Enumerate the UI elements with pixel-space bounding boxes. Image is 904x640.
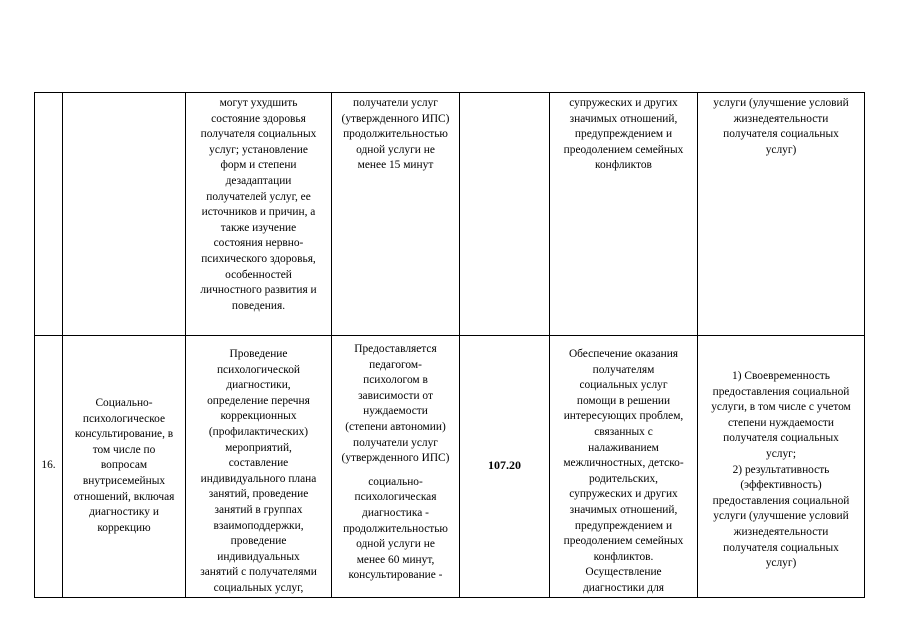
price-value: 107.20	[488, 457, 521, 472]
cell-service-name	[63, 336, 186, 598]
text-line: (утвержденного ИПС)	[341, 112, 450, 125]
text-line: преодолением семейных	[563, 535, 684, 548]
text-line: преодолением семейных	[563, 143, 684, 156]
text-line: получателя социальных	[200, 128, 317, 141]
text-line: услуги, в том числе с учетом	[711, 401, 851, 414]
text-line: степени нуждаемости	[727, 416, 834, 429]
text-line: внутрисемейных	[82, 475, 166, 488]
text-line: получателей услуг, ее	[206, 190, 311, 203]
text-line: услуг;	[766, 447, 796, 460]
text-line: том числе по	[92, 443, 156, 456]
cell-number	[35, 336, 63, 598]
text-line: социально-	[368, 475, 423, 488]
text-line: консультирование -	[348, 569, 443, 582]
text-line: менее 60 минут,	[356, 553, 435, 566]
text-line: услуг)	[765, 557, 797, 570]
text-line: особенностей	[225, 268, 292, 281]
terms-text	[332, 93, 459, 174]
text-line: менее 15 минут	[357, 159, 434, 172]
text-line: мероприятий,	[225, 441, 292, 454]
text-line: занятий с получателями	[200, 566, 317, 579]
text-line: жизнедеятельности	[733, 112, 829, 125]
text-line: услуги (улучшение условий	[713, 97, 849, 109]
text-line: предупреждением и	[574, 128, 673, 141]
text-line: поведения.	[231, 299, 286, 312]
text-line: налаживанием	[588, 441, 659, 454]
text-line: 1) Своевременность	[732, 370, 830, 382]
text-line: проведение	[230, 535, 287, 548]
cell-price	[460, 93, 550, 336]
text-line: получателя социальных	[723, 128, 839, 141]
text-line: определение перечня	[207, 394, 310, 407]
text-line: индивидуальных	[217, 550, 300, 563]
text-line: коррекцию	[97, 521, 151, 534]
text-line: одной услуги не	[356, 538, 435, 551]
text-line: значимых отношений,	[569, 503, 678, 516]
text-line: получателям	[592, 363, 655, 376]
text-line: отношений, включая	[73, 490, 175, 503]
text-line: Проведение	[229, 348, 288, 360]
text-line: получатели услуг	[353, 97, 438, 109]
row-number: 16.	[41, 459, 56, 472]
text-line: значимых отношений,	[569, 112, 678, 125]
text-line: продолжительностью	[343, 522, 448, 535]
terms-text-a	[332, 336, 459, 467]
description-text	[186, 93, 331, 314]
text-line: педагогом-	[369, 358, 422, 371]
text-line: психического здоровья,	[201, 252, 316, 265]
text-line: консультирование, в	[74, 428, 174, 441]
text-line: дезадаптации	[225, 174, 292, 187]
text-line: диагностика -	[362, 506, 429, 519]
text-line: 2) результативность	[732, 463, 830, 476]
text-line: услуги (улучшение условий	[713, 510, 849, 523]
text-line: занятий в группах	[214, 503, 303, 516]
table-row-continued	[35, 93, 865, 336]
text-line: получателя социальных	[723, 432, 839, 445]
indicators-text	[550, 336, 697, 597]
text-line: одной услуги не	[356, 143, 435, 156]
cell-description	[186, 93, 332, 336]
text-line: (степени автономии)	[345, 420, 446, 433]
text-line: получателя социальных	[723, 541, 839, 554]
text-line: Обеспечение оказания	[568, 348, 679, 360]
text-line: психологическое	[82, 412, 166, 425]
text-line: супружеских и других	[569, 97, 678, 109]
text-line: нуждаемости	[363, 405, 428, 418]
text-line: также изучение	[220, 221, 297, 234]
text-line: родительских,	[588, 472, 659, 485]
services-table	[34, 92, 865, 598]
text-line: помощи в решении	[576, 394, 671, 407]
text-line: интересующих проблем,	[563, 410, 684, 423]
text-line: диагностику и	[89, 506, 159, 519]
terms-text-b	[332, 475, 459, 584]
text-line: состояния нервно-	[213, 237, 304, 250]
cell-indicators	[550, 93, 698, 336]
text-line: конфликтов	[595, 159, 652, 172]
cell-description	[186, 336, 332, 598]
text-line: психологическая	[354, 491, 437, 504]
text-line: психологом в	[363, 374, 428, 387]
text-line: супружеских и других	[569, 488, 678, 501]
description-text	[186, 336, 331, 597]
cell-service-name	[63, 93, 186, 336]
text-line: Социально-	[95, 397, 153, 410]
text-line: (эффективность)	[740, 479, 822, 492]
cell-indicators	[550, 336, 698, 598]
text-line: вопросам	[100, 459, 148, 472]
text-line: состояние здоровья	[211, 112, 306, 125]
text-line: получатели услуг	[353, 436, 438, 449]
text-line: связанных с	[594, 425, 653, 438]
text-line: диагностики,	[226, 379, 291, 392]
text-line: Осуществление	[585, 566, 662, 579]
text-line: (профилактических)	[208, 425, 309, 438]
text-line: продолжительностью	[343, 128, 448, 141]
text-line: личностного развития и	[200, 284, 317, 297]
text-line: индивидуального плана	[200, 472, 317, 485]
text-line: межличностных, детско-	[563, 457, 684, 470]
text-line: предоставления социальной	[712, 494, 850, 507]
cell-number	[35, 93, 63, 336]
text-line: диагностики для	[582, 581, 665, 594]
indicators-text	[550, 93, 697, 174]
text-line: услуг)	[765, 143, 797, 156]
service-name-text	[63, 396, 185, 536]
text-line: составление	[228, 457, 289, 470]
text-line: социальных услуг	[579, 379, 668, 392]
text-line: конфликтов.	[593, 550, 654, 563]
table-row-16	[35, 336, 865, 598]
text-line: предоставления социальной	[712, 385, 850, 398]
text-line: предупреждением и	[574, 519, 673, 532]
text-line: форм и степени	[220, 159, 297, 172]
terms-gap	[332, 467, 459, 475]
cell-terms	[332, 93, 460, 336]
cell-price	[460, 336, 550, 598]
text-line: жизнедеятельности	[733, 525, 829, 538]
evaluation-text	[698, 336, 864, 572]
text-line: взаимоподдержки,	[213, 519, 304, 532]
text-line: могут ухудшить	[219, 97, 298, 109]
text-line: источников и причин, а	[201, 206, 316, 219]
text-line: зависимости от	[358, 389, 433, 402]
text-line: социальных услуг,	[213, 581, 304, 594]
cell-evaluation	[698, 93, 865, 336]
text-line: (утвержденного ИПС)	[341, 452, 450, 465]
text-line: занятий, проведение	[208, 488, 309, 501]
evaluation-text	[698, 93, 864, 158]
text-line: Предоставляется	[354, 343, 437, 355]
cell-evaluation	[698, 336, 865, 598]
text-line: коррекционных	[220, 410, 297, 423]
text-line: психологической	[216, 363, 301, 376]
cell-terms	[332, 336, 460, 598]
text-line: услуг; установление	[209, 143, 308, 156]
